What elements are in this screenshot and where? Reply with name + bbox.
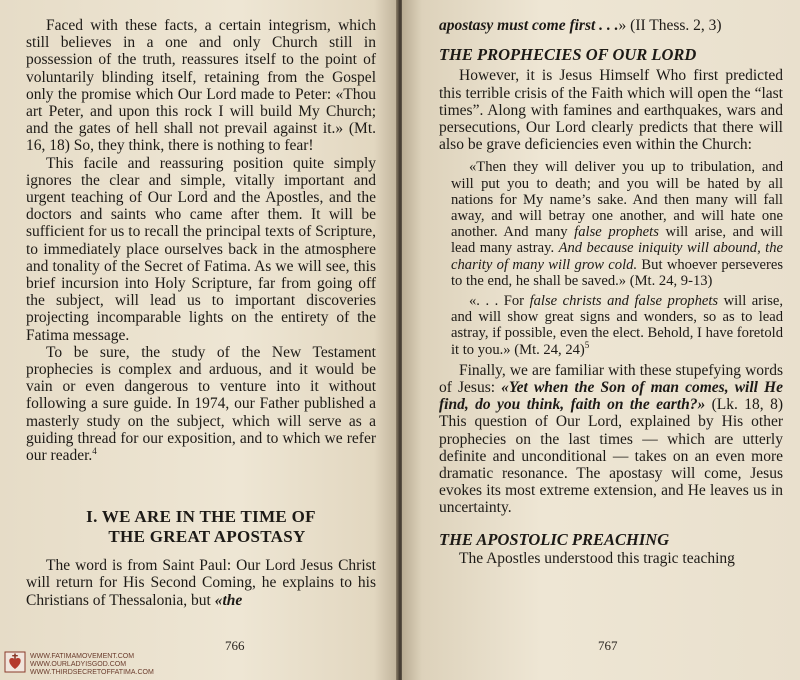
quote-matthew-24-24 (451, 293, 783, 358)
section-heading (26, 507, 376, 547)
finally-bold-italic-quote: «Yet when the Son of man comes, will He find, do you think, faith on the earth?» (439, 379, 783, 414)
paragraph-new-testament (26, 344, 376, 464)
quote1-part-b: will arise, and will lead many astray. (451, 224, 783, 257)
right-page (402, 0, 800, 680)
quote2-italic-false-christs: false christs and false prophets (529, 293, 719, 310)
watermark-line1: WWW.FATIMAMOVEMENT.COM (30, 653, 135, 660)
quote1-italic-false-prophets: false prophets (574, 224, 659, 241)
page-number-767: 767 (598, 638, 618, 653)
watermark-line3: WWW.THIRDSECRETOFFATIMA.COM (30, 669, 154, 676)
paragraph-finally (439, 362, 783, 517)
paragraph-saint-paul-italic: «the (214, 591, 243, 609)
quote1-italic-iniquity: And because iniquity will abound, the charity of many will grow cold. (451, 240, 783, 273)
quote-matthew-24-9 (451, 159, 783, 289)
paragraph-integrism: Faced with these facts, a certain integrism, which still believes in a one and only Church still in possession of the truth, reassures itself to the point of voluntarily blinding itself, retaining from the Gospel only the promise which Our Lord made to Peter: «Thou art Peter, and upon this rock I will build My Church; and the gates of hell shall not prevail against it.» (Mt. 16, 18) So, they think, there is nothing to fear! (26, 17, 376, 155)
left-page-text (26, 17, 376, 609)
quote1-part-c: But whoever perseveres to the end, he shall be saved.» (Mt. 24, 9-13) (451, 256, 783, 289)
heading-apostolic-preaching: THE APOSTOLIC PREACHING (439, 529, 670, 549)
footnote-ref-4: 4 (92, 445, 97, 456)
footnote-ref-5: 5 (584, 339, 590, 350)
quote2-part-b: will arise, and will show great signs and wonders, so as to lead astray, if possible, even the elect. Behold, I have foretold it to you.» (Mt. 24, 24) (451, 293, 783, 358)
watermark-line2: WWW.OURLADYISGOD.COM (30, 661, 127, 668)
quote1-part-a: «Then they will deliver you up to tribulation, and will put you to death; and you will be hated by all nations for My name’s sake. And then many will fall away, and will betray one another, and will hate one another. And many (451, 159, 783, 241)
finally-part-a: Finally, we are familiar with these stupefying words of Jesus: (439, 361, 783, 397)
heart-cross-logo-icon (4, 651, 26, 673)
section-heading-line1: I. WE ARE IN THE TIME OF (86, 507, 316, 527)
paragraph-apostles: The Apostles understood this tragic teaching (459, 549, 735, 567)
apostasy-italic: apostasy must come first . . . (439, 17, 619, 34)
finally-part-b: (Lk. 18, 8) This question of Our Lord, explained by His other prophecies on the last times — which are utterly definite and unconditional — takes on an even more dramatic resonance. The apostasy will come, Jesus evokes its most extreme extension, and He leaves us in uncertainty. (439, 396, 783, 517)
scripture-quotes (439, 159, 783, 357)
quote2-part-a: «. . . For (469, 293, 530, 310)
left-page (0, 0, 398, 680)
section-heading-line2: THE GREAT APOSTASY (108, 527, 306, 547)
paragraph-facile-position: This facile and reassuring position quite simply ignores the clear and simple, vitally important and urgent teaching of Our Lord and the Apostles, and the doctors and saints who came after them. It will be sufficient for us to recall the principal texts of Scripture, to immediately place ourselves back in the atmosphere and tonality of the Secret of Fatima. As we will see, this brief incursion into Holy Scripture, far from going off the subject, will lead us to important discoveries projecting incomparable lights on the entirety of the Fatima message. (26, 154, 376, 344)
heading-prophecies: THE PROPHECIES OF OUR LORD (439, 45, 697, 65)
paragraph-apostasy-continued (439, 17, 783, 34)
paragraph-prophecies: However, it is Jesus Himself Who first predicted this terrible crisis of the Faith which will open the “last times”. Along with famines and earthquakes, wars and persecutions, Our Lord clearly predicts that there will also be grave deficiencies even within the Church: (439, 67, 783, 154)
paragraph-saint-paul (26, 557, 376, 609)
page-number-766: 766 (225, 638, 245, 653)
right-page-text (439, 17, 783, 567)
paragraph-new-testament-text: To be sure, the study of the New Testament prophecies is complex and arduous, and it would be vain or even dangerous to venture into it without following a sure guide. In 1974, our Father published a masterly study on the subject, which will serve as a guiding thread for our exposition, and to which we refer our reader. (26, 343, 376, 465)
watermark-urls (30, 653, 154, 677)
paragraph-saint-paul-text: The word is from Saint Paul: Our Lord Jesus Christ will return for His Second Coming, he explains to his Christians of Thessalonia, but (26, 557, 376, 609)
apostasy-reference: » (II Thess. 2, 3) (618, 17, 722, 34)
